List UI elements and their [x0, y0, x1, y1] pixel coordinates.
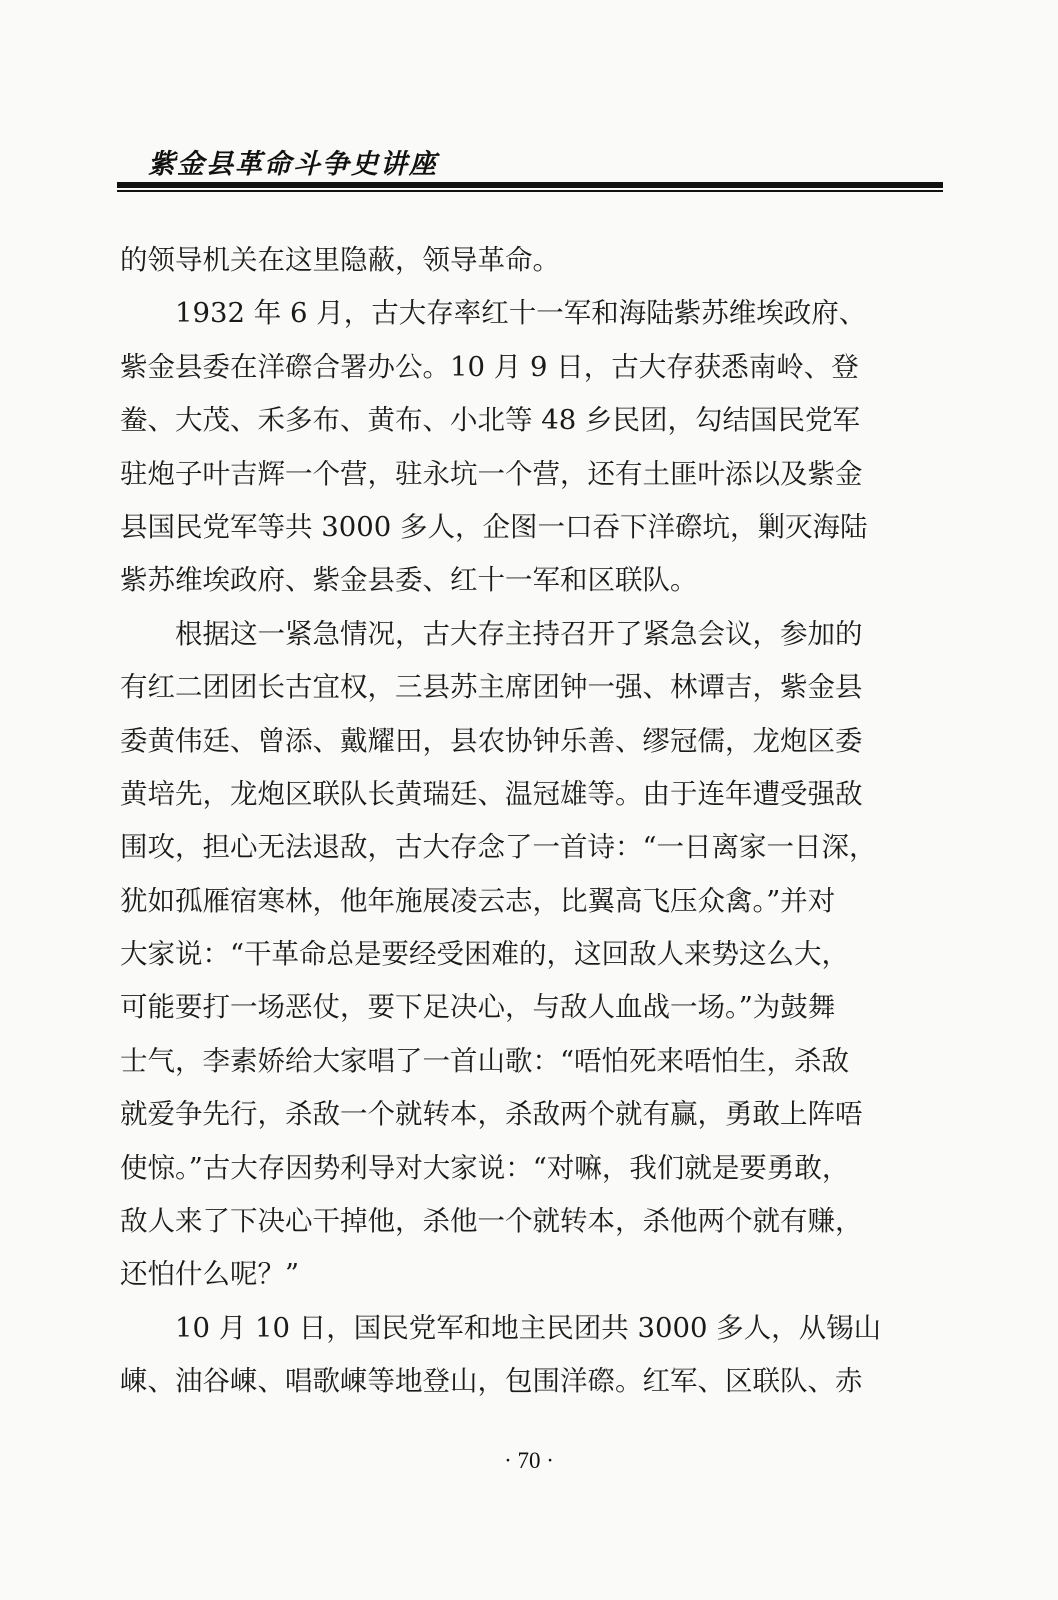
- text-line: 的领导机关在这里隐蔽，领导革命。: [120, 244, 560, 276]
- text-line: 紫苏维埃政府、紫金县委、红十一军和区联队。: [120, 564, 698, 597]
- text-line: 驻炮子叶吉辉一个营，驻永坑一个营，还有土匪叶添以及紫金: [120, 457, 863, 490]
- text-line: 犹如孤雁宿寒林，他年施展凌云志，比翼高飞压众禽。”并对: [120, 884, 836, 917]
- text-line: 围攻，担心无法退敌，古大存念了一首诗：“一日离家一日深，: [120, 831, 877, 864]
- page-number: · 70 ·: [504, 1448, 554, 1473]
- text-line: 鲞、大茂、禾多布、黄布、小北等 48 乡民团，勾结国民党军: [120, 404, 860, 437]
- text-line: 敌人来了下决心干掉他，杀他一个就转本，杀他两个就有赚，: [120, 1205, 863, 1238]
- text-line: 10 月 10 日，国民党军和地主民团共 3000 多人，从锡山: [120, 1311, 882, 1344]
- text-line: 大家说：“干革命总是要经受困难的，这回敌人来势这么大，: [120, 938, 850, 971]
- text-line: 委黄伟廷、曾添、戴耀田，县农协钟乐善、缪冠儒，龙炮区委: [120, 724, 863, 757]
- text-line: 使惊。”古大存因势利导对大家说：“对嘛，我们就是要勇敢，: [120, 1151, 850, 1184]
- text-line: 可能要打一场恶仗，要下足决心，与敌人血战一场。”为鼓舞: [120, 991, 836, 1024]
- text-line: 士气，李素娇给大家唱了一首山歌：“唔怕死来唔怕生，杀敌: [120, 1044, 850, 1077]
- text-line: 根据这一紧急情况，古大存主持召开了紧急会议，参加的: [120, 617, 863, 650]
- text-line: 就爱争先行，杀敌一个就转本，杀敌两个就有赢，勇敢上阵唔: [120, 1098, 863, 1131]
- text-line: 1932 年 6 月，古大存率红十一军和海陆紫苏维埃政府、: [120, 297, 867, 330]
- text-line: 紫金县委在洋磜合署办公。10 月 9 日，古大存获悉南岭、登: [120, 350, 859, 383]
- running-header-title: 紫金县革命斗争史讲座: [148, 149, 438, 180]
- body-text: [120, 234, 950, 1409]
- text-line: 有红二团团长古宜权，三县苏主席团钟一强、林谭吉，紫金县: [120, 671, 863, 704]
- text-line: 县国民党军等共 3000 多人，企图一口吞下洋磜坑，剿灭海陆: [120, 510, 868, 543]
- text-line: 还怕什么呢？”: [120, 1258, 300, 1291]
- text-line: 黄培先，龙炮区联队长黄瑞廷、温冠雄等。由于连年遭受强敌: [120, 777, 863, 810]
- header-rule-thick: [117, 182, 943, 188]
- text-line: 崠、油谷崠、唱歌崠等地登山，包围洋磜。红军、区联队、赤: [120, 1365, 863, 1398]
- header-rule-thin: [117, 190, 943, 192]
